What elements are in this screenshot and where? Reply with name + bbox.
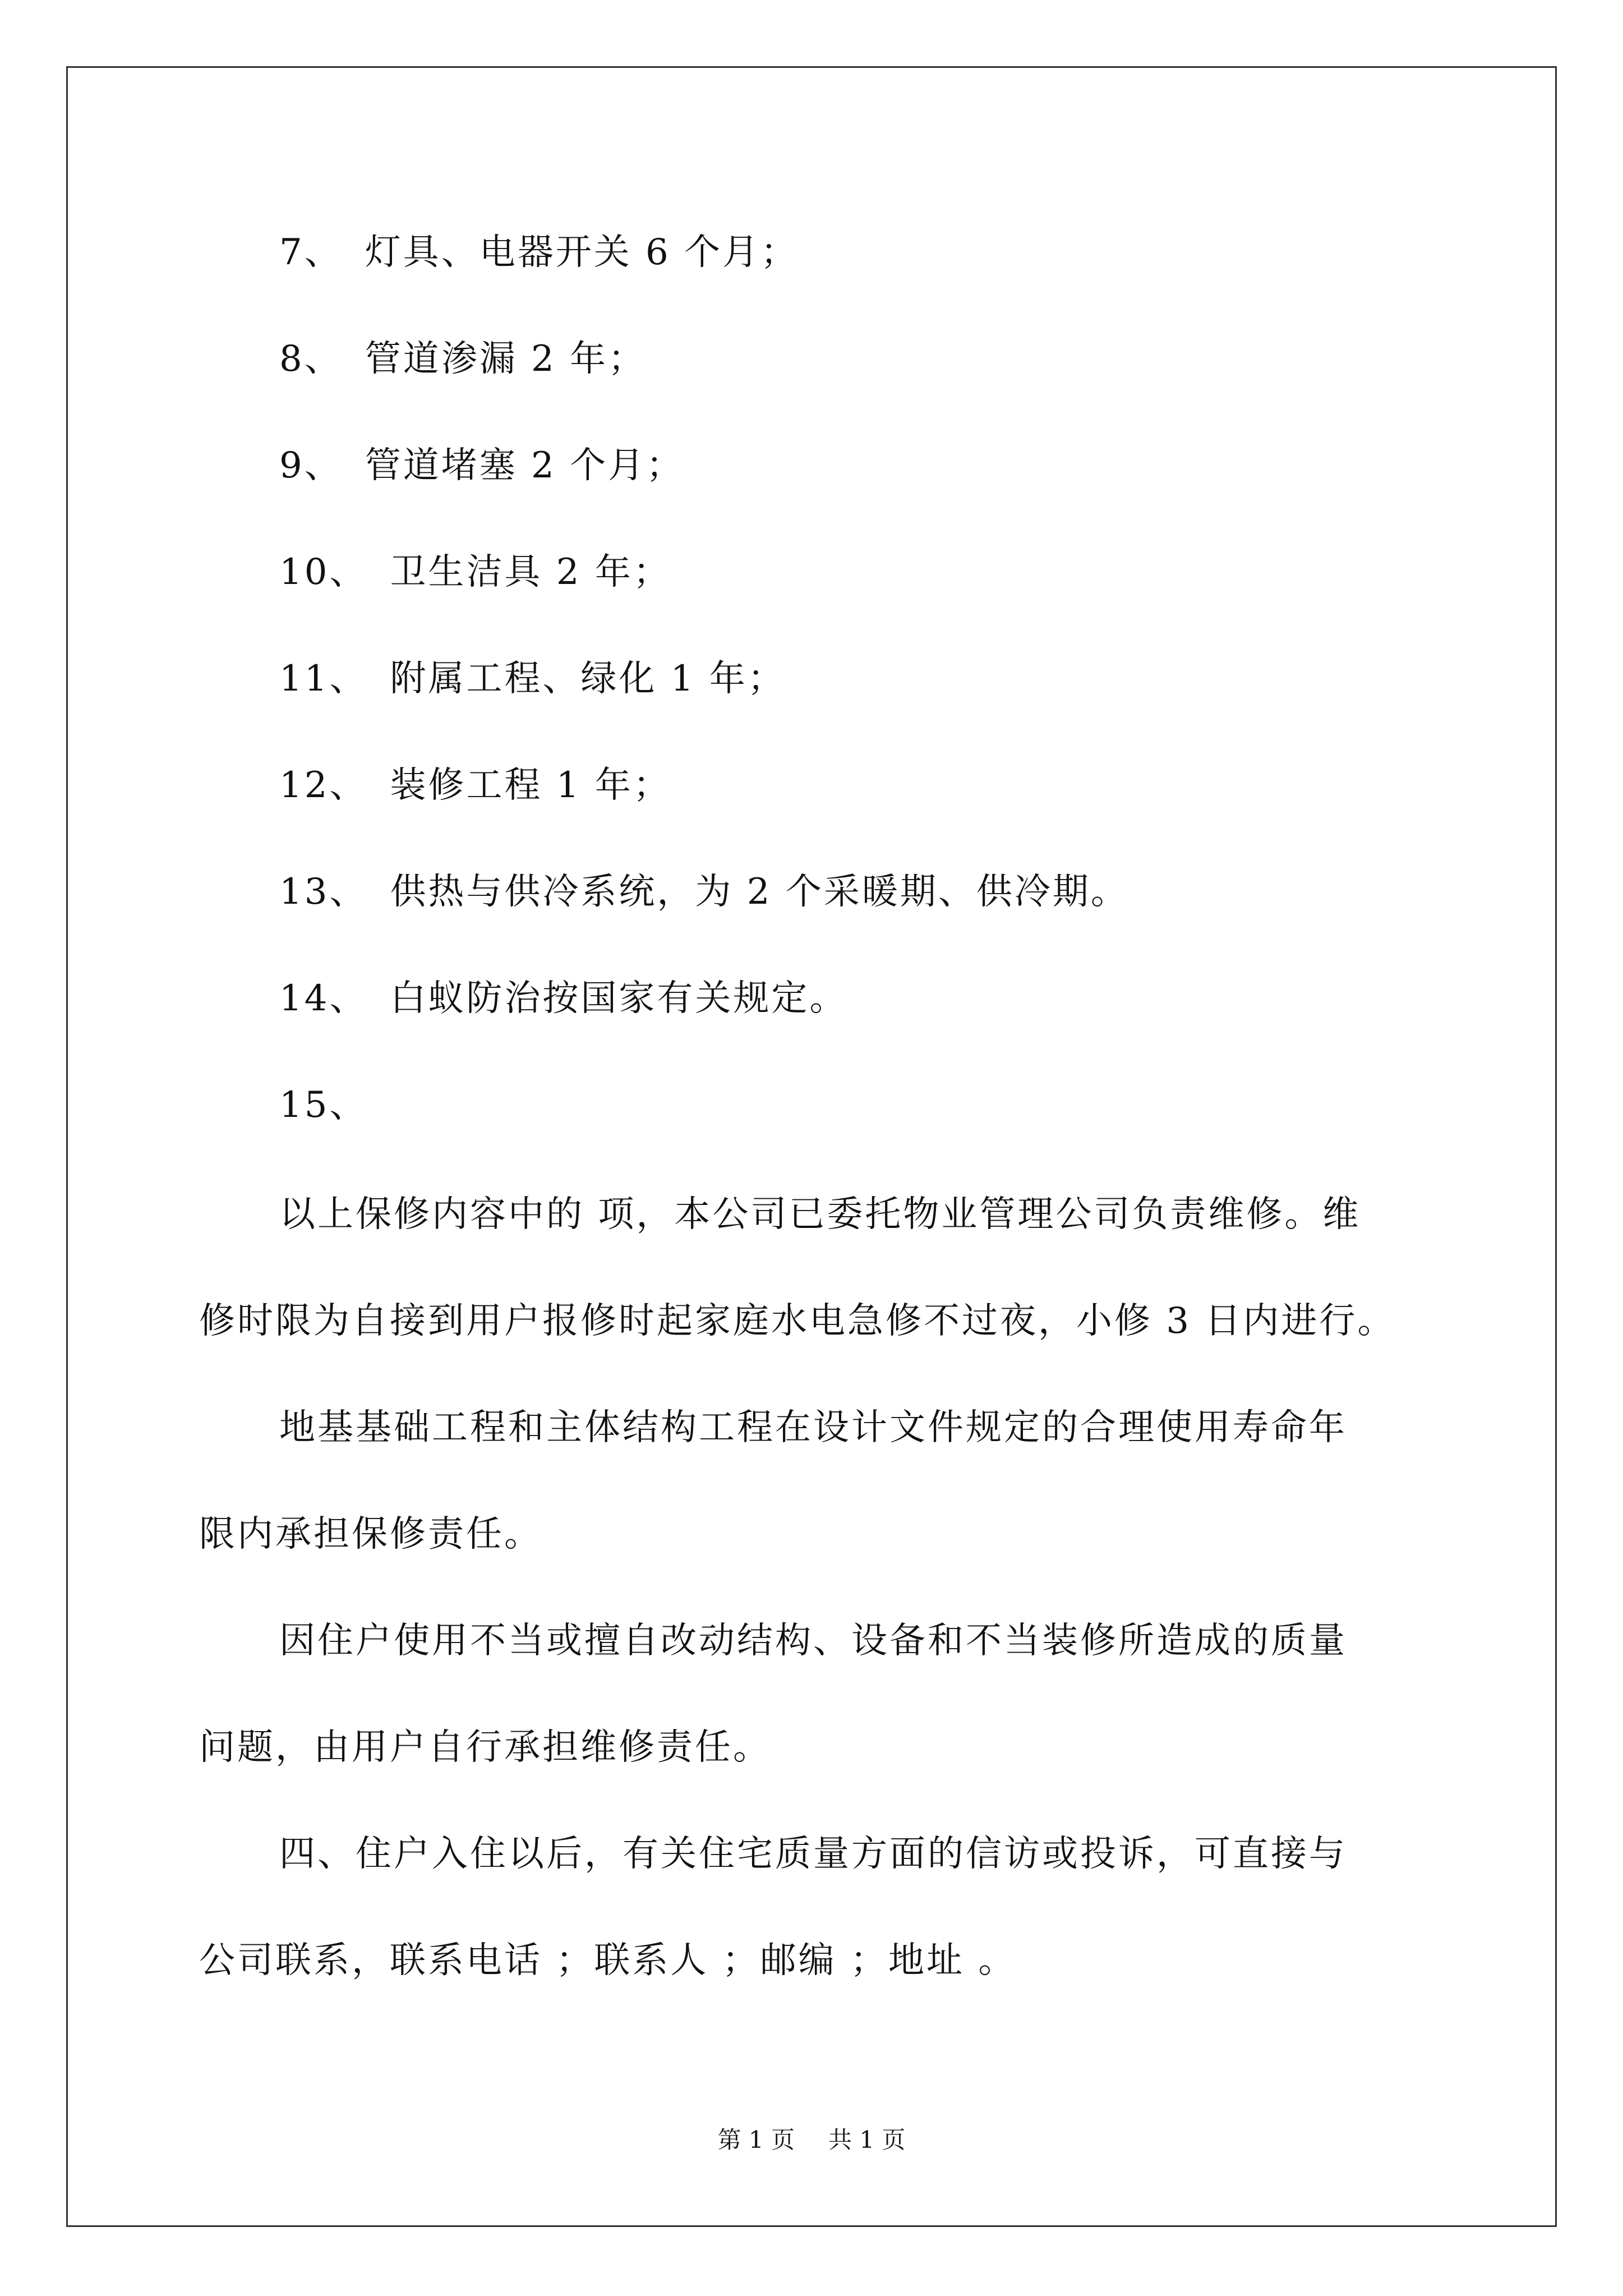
list-item [279,656,786,701]
list-item-number: 13、 [279,871,368,913]
page-total: 共 1 页 [828,2126,906,2154]
paragraph-text: 公司联系，联系电话 ；联系人 ；邮编 ；地址 。 [199,1940,1017,1981]
paragraph-text: 问题，由用户自行承担维修责任。 [199,1727,771,1768]
list-item-number: 9、 [279,445,343,486]
paragraph-line [199,1299,1395,1343]
paragraph-line [279,1618,1347,1663]
list-item-text: 装修工程 1 年； [390,765,671,806]
list-item-text: 供热与供冷系统，为 2 个采暖期、供冷期。 [390,871,1129,913]
page-border [66,66,1557,2227]
paragraph-line [199,1938,1016,1983]
list-item-text: 管道堵塞 2 个月； [365,445,685,486]
list-item [279,1083,390,1128]
list-item [279,443,684,488]
list-item [279,976,847,1021]
paragraph-text: 以上保修内容中的 项，本公司已委托物业管理公司负责维修。维 [279,1194,1361,1235]
list-item-text: 白蚁防治按国家有关规定。 [390,978,848,1019]
paragraph-text: 地基基础工程和主体结构工程在设计文件规定的合理使用寿命年 [279,1407,1347,1448]
paragraph-text: 限内承担保修责任。 [199,1513,542,1555]
paragraph-text: 四、住户入住以后，有关住宅质量方面的信访或投诉，可直接与 [279,1833,1347,1875]
list-item-number: 14、 [279,978,368,1019]
list-item-text: 管道渗漏 2 年； [365,338,647,380]
list-item-number: 8、 [279,338,343,380]
list-item-number: 12、 [279,765,368,806]
list-item-text: 灯具、电器开关 6 个月； [365,232,799,273]
paragraph-line [279,1832,1347,1876]
paragraph-text: 修时限为自接到用户报修时起家庭水电急修不过夜，小修 3 日内进行。 [199,1300,1396,1342]
list-item [279,337,646,381]
list-item [279,230,799,275]
paragraph-line [199,1725,771,1770]
paragraph-line [199,1512,542,1557]
paragraph-line [279,1405,1347,1450]
list-item-number: 15、 [279,1084,368,1126]
paragraph-text: 因住户使用不当或擅自改动结构、设备和不当装修所造成的质量 [279,1620,1347,1662]
page-footer [0,2126,1623,2154]
list-item [279,869,1129,914]
list-item-number: 7、 [279,232,343,273]
list-item-number: 10、 [279,551,368,593]
list-item-text: 卫生洁具 2 年； [390,551,671,593]
page-number: 第 1 页 [717,2126,795,2154]
list-item-number: 11、 [279,658,368,700]
list-item [279,763,671,808]
list-item [279,550,671,595]
list-item-text: 附属工程、绿化 1 年； [390,658,786,700]
paragraph-line [279,1192,1361,1237]
